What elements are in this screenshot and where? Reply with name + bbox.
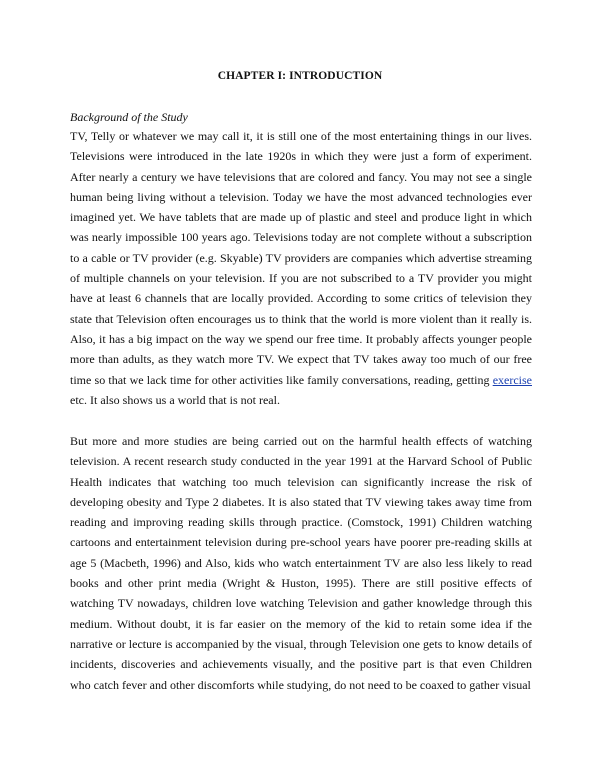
paragraph-text: TV, Telly or whatever we may call it, it is still one of the most entertaining things in our lives. Televisions were introduced in the late 1920s in which they were just a form of experiment. After nearly a century we have televisions that are colored and fancy. You may not see a single human being living without a television. Today we have the most advanced technologies ever imagined yet. We have tablets that are made up of plastic and steel and produce light in which was nearly impossible 100 years ago. Televisions today are not complete without a subscription to a cable or TV provider (e.g. Skyable) TV providers are companies which advertise streaming of multiple channels on your television. If you are not subscribed to a TV provider you might have at least 6 channels that are locally provided. According to some critics of television they state that Television often encourages us to think that the world is more violent than it really is. Also, it has a big impact on the way we spend our free time. It probably affects younger people more than adults, as they watch more TV. We expect that TV takes away too much of our free time so that we lack time for other activities like family conversations, reading, getting	[70, 129, 532, 387]
section-heading: Background of the Study	[70, 110, 188, 124]
chapter-title: CHAPTER I: INTRODUCTION	[217, 70, 383, 82]
paragraph-background	[70, 126, 532, 410]
paragraph-text: etc. It also shows us a world that is not real.	[70, 392, 280, 407]
paragraph-health-effects: But more and more studies are being carried out on the harmful health effects of watching television. A recent research study conducted in the year 1991 at the Harvard School of Public Health indicates that watching too much television can significantly increase the risk of developing obesity and Type 2 diabetes. It is also stated that TV viewing takes away time from reading and improving reading skills through practice. (Comstock, 1991) Children watching cartoons and entertainment television during pre-school years have poorer pre-reading skills at age 5 (Macbeth, 1996) and Also, kids who watch entertainment TV are also less likely to read books and other print media (Wright & Huston, 1995). There are still positive effects of watching TV nowadays, children love watching Television and gather knowledge through this medium. Without doubt, it is far easier on the memory of the kid to retain some idea if the narrative or lecture is accompanied by the visual, through Television one gets to know details of incidents, discoveries and achievements visually, and the positive part is that even Children who catch fever and other discomforts while studying, do not need to be coaxed to gather visual	[70, 434, 532, 692]
exercise-link[interactable]: exercise	[492, 372, 532, 387]
